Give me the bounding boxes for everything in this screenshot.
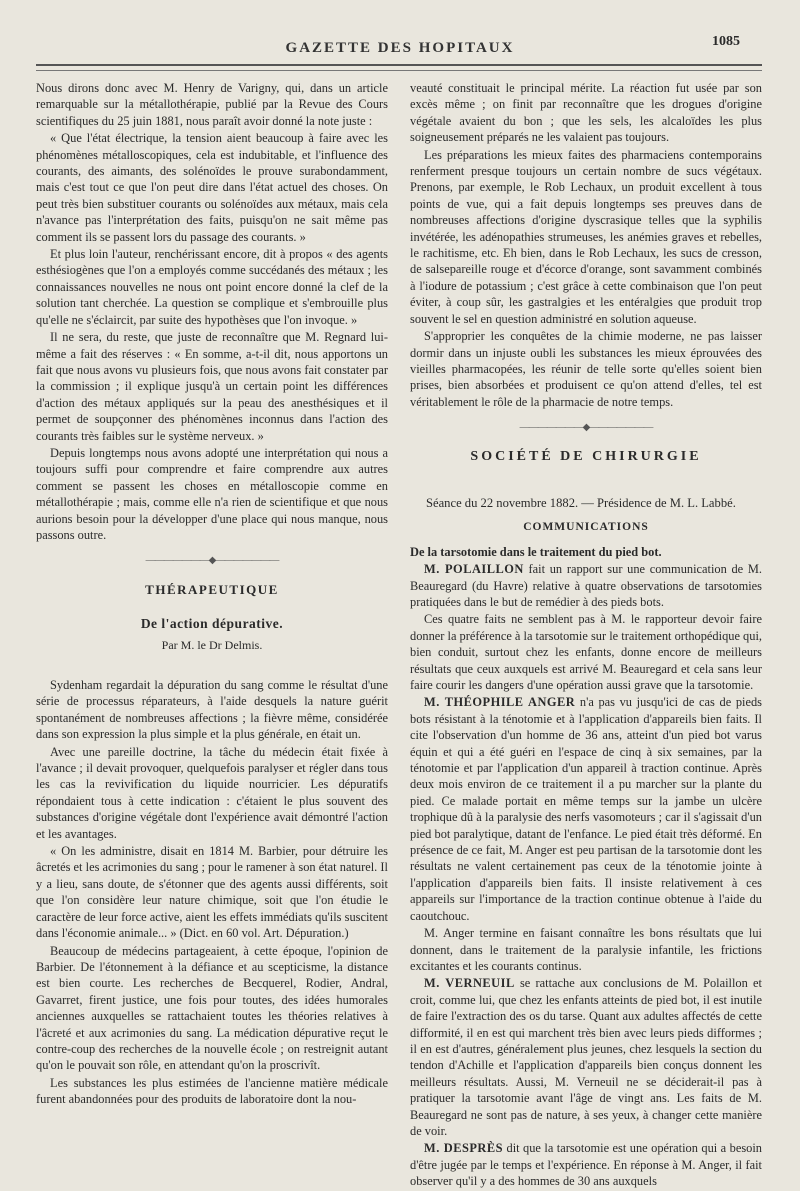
speaker-name: M. VERNEUIL <box>424 976 515 991</box>
paragraph: Depuis longtemps nous avons adopté une interprétation qui nous a toujours suffi pour comprendre et faire comprendre aux autres comment se passent les choses en métalloscopie comme en métallothérapie ; mais, comme elle n'a rien de scientifique et que nous aurions besoin pour la développer d'une place qui nous manque, nous passons outre. <box>36 445 388 542</box>
paragraph: veauté constituait le principal mérite. La réaction fut usée par son excès même ; on finit par reconnaître que les drogues d'origine végétale avaient du bon ; que les sels, les alcaloïdes les plus soigneusement préparés ne les valaient pas toujours. <box>410 81 762 145</box>
paragraph-text: fait un rapport sur une communication de M. Beauregard (du Havre) relative à quatre observations de tarsotomies pratiquées dans le but de remédier à des pieds bots. <box>410 562 762 609</box>
page-header-title: GAZETTE DES HOPITAUX <box>285 40 515 56</box>
sub-heading-text: De la tarsotomie dans le traitement du pied bot. <box>410 544 662 559</box>
section-separator: ———————◆——————— <box>519 422 653 434</box>
sub-heading <box>410 544 762 560</box>
article-title: De l'action dépurative. <box>140 616 284 632</box>
page-number: 1085 <box>712 34 740 49</box>
paragraph: Il ne sera, du reste, que juste de reconnaître que M. Regnard lui-même a fait des réserves : « En somme, a-t-il dit, nous apportons un fait que nous avons vu plusieurs fois, que nous avons fait constater par la commission ; il explique jusqu'à un certain point les différences d'action des métaux appliqués sur la peau des anesthésiques et il permet de soupçonner des phénomènes inconnus dans l'action des courants très faibles sur le système nerveux. » <box>36 330 388 443</box>
paragraph: Avec une pareille doctrine, la tâche du médecin était fixée à l'avance ; il devait provoquer, quelquefois paralyser et régler dans tous les cas la revivification du liquide nourricier. Les dépuratifs répondaient tous à cette indication : c'étaient le plus souvent des substances d'origine végétale dont l'expérience avait démontré l'action et les avantages. <box>36 744 388 841</box>
seance-line: Séance du 22 novembre 1882. — Présidence de M. L. Labbé. <box>426 495 736 510</box>
paragraph <box>410 694 762 924</box>
header-rule-thin <box>36 70 762 71</box>
section-heading-societe-chirurgie: SOCIÉTÉ DE CHIRURGIE <box>470 448 702 464</box>
section-separator: ———————◆——————— <box>145 555 279 567</box>
paragraph: Sydenham regardait la dépuration du sang comme le résultat d'une série de processus réparateurs, à l'aide desquels la nature guérit spontanément de nombreuses affections ; la fièvre même, considérée dans son expression la plus simple et la plus générale, en était un. <box>36 678 388 742</box>
paragraph-text: n'a pas vu jusqu'ici de cas de pieds bots résistant à la ténotomie et à l'application d'appareils bien faits. Il cite l'observation d'un homme de 36 ans, atteint d'un pied bot varus équin et qui a été guéri en l'espace de cinq à six semaines, par la ténotomie et par l'application d'un appareil à traction continue. Après deux mois environ de ce traitement il a pu marcher sur la plante du pied. Ce malade portait en même temps sur la jambe un ulcère trophique dû à la paralysie des nerfs vasomoteurs ; car il s'agissait d'un pied bot paralytique, datant de l'enfance. Le pied était très déformé. En présence de ce fait, M. Anger est peu partisan de la tarsotomie dont les résultats ne valent certainement pas ceux de la ténotomie jointe à l'application d'appareils bien faits. Il insiste relativement à ces appareils sur l'importance de la traction continue obtenue à l'aide du caoutchouc. <box>410 695 762 923</box>
paragraph <box>410 975 762 1139</box>
article-byline: Par M. le Dr Delmis. <box>161 637 263 652</box>
header-rule <box>36 64 762 66</box>
paragraph: Les substances les plus estimées de l'ancienne matière médicale furent abandonnées pour des produits de laboratoire dont la nou- <box>36 1075 388 1107</box>
paragraph-text: dit que la tarsotomie est une opération qui a besoin d'être jugée par le temps et l'expérience. En réponse à M. Anger, il fait observer qu'il y a des hommes de 30 ans auxquels <box>410 1141 762 1189</box>
paragraph <box>410 1140 762 1189</box>
paragraph: Beaucoup de médecins partageaient, à cette époque, l'opinion de Barbier. De l'étonnement à la défiance et au scepticisme, la distance est bien courte. Les recherches de Becquerel, Rodier, Andral, Gavarret, firent justice, une fois pour toutes, des idées humorales anciennes auxquelles se rattachaient toutes les théories relatives à l'âcreté et aux acrimonies du sang. La médication dépurative reçut le contre-coup des recherches de la nouvelle école ; on restreignit autant qu'on le pouvait son rôle, en attendant qu'on la proscrivît. <box>36 943 388 1073</box>
section-heading-therapeutique: THÉRAPEUTIQUE <box>145 581 279 597</box>
communications-heading: COMMUNICATIONS <box>523 521 649 534</box>
paragraph: « On les administre, disait en 1814 M. Barbier, pour détruire les âcretés et les acrimonies du sang ; pour le ramener à son état naturel. Il y a lieu, sans doute, de s'étonner que des agents aussi différents, soit que l'on considère leur nature chimique, soit que l'on étudie le caractère de leur force active, aient les effets immédiats qu'ils suscitent dans l'économie animale... » (Dict. en 60 vol. Art. Dépuration.) <box>36 844 388 941</box>
paragraph: « Que l'état électrique, la tension aient beaucoup à faire avec les phénomènes métalloscopiques, cela est indubitable, et l'influence des courants, des aimants, des solénoïdes le prouve surabondamment, mais c'est tout ce que l'on peut dire dans l'état actuel des choses. On peut très bien substituer courants ou solénoïdes aux métaux, mais cela n'avance pas l'interprétation des faits, puisqu'on ne sait même pas comment ils se passent lors du passage des courants. » <box>36 131 388 244</box>
speaker-name: M. DESPRÈS <box>424 1141 504 1156</box>
speaker-name: M. POLAILLON <box>424 562 524 577</box>
paragraph: Nous dirons donc avec M. Henry de Varigny, qui, dans un article remarquable sur la métallothérapie, publié par la Revue des Cours scientifiques du 25 juin 1881, nous paraît avoir donné la note juste : <box>36 81 388 128</box>
paragraph <box>410 561 762 610</box>
left-column <box>36 80 388 1109</box>
paragraph: Ces quatre faits ne semblent pas à M. le rapporteur devoir faire donner la préférence à la tarsotomie sur le traitement orthopédique qui, bien conduit, surtout chez les enfants, donne encore de meilleurs résultats que ceux auxquels est arrivé M. Beauregard et cela sans leur faire courir les dangers d'une opération aussi grave que la tarsotomie. <box>410 612 762 692</box>
paragraph: M. Anger termine en faisant connaître les bons résultats que lui donnent, dans le traitement de la paralysie infantile, les frictions excitantes et les courants continus. <box>410 926 762 973</box>
speaker-name: M. THÉOPHILE ANGER <box>424 695 576 710</box>
right-column <box>410 80 762 1191</box>
paragraph: S'approprier les conquêtes de la chimie moderne, ne pas laisser dormir dans un injuste oubli les substances les mieux éprouvées des vieilles pharmacopées, les réunir de telle sorte qu'elles soient bien prises, bien absorbées et produisent ce qu'on attend d'elles, tel est véritablement le rôle de la pharmacie de notre temps. <box>410 329 762 409</box>
paragraph: Les préparations les mieux faites des pharmaciens contemporains renferment presque toujours un certain nombre de sucs végétaux. Prenons, par exemple, le Rob Lechaux, un produit excellent à tous points de vue, qui a fait depuis longtemps ses preuves dans de nombreuses affections d'origine dyscrasique telles que la syphilis invétérée, les adénopathies strumeuses, les anémies graves et rebelles, le rachitisme, etc. Eh bien, dans le Rob Lechaux, les sucs de cresson, de salsepareille rouge et d'écorce d'orange, sont savamment combinés à l'iodure de potassium ; c'est grâce à cette combinaison que l'on peut éviter, à coup sûr, les gastralgies et les entéralgies que produit trop souvent le sel en question administré en solution aqueuse. <box>410 147 762 326</box>
paragraph: Et plus loin l'auteur, renchérissant encore, dit à propos « des agents esthésiogènes que l'on a employés comme succédanés des métaux ; les connaissances nouvelles ne nous ont point encore donné la clef de la solution tant cherchée. La question se complique et s'embrouille plus qu'elle ne s'éclaircit, par suite des hypothèses que l'on invoque. » <box>36 247 388 327</box>
paragraph-text: se rattache aux conclusions de M. Polaillon et croit, comme lui, que chez les enfants atteints de pied bot, il est inutile de faire l'extraction des os du tarse. Quant aux adultes affectés de cette difformité, il en est qui marchent très bien avec leurs pieds difformes ; il en est d'autres, généralement plus jeunes, chez lesquels la section du tendon d'Achille et l'application d'appareils bien conçus donnent les meilleurs résultats. Aussi, M. Verneuil ne se déciderait-il pas à pratiquer la tarsotomie avant l'âge de vingt ans. Les faits de M. Beauregard ne sont pas de nature, à ses yeux, à changer cette manière de voir. <box>410 976 763 1138</box>
